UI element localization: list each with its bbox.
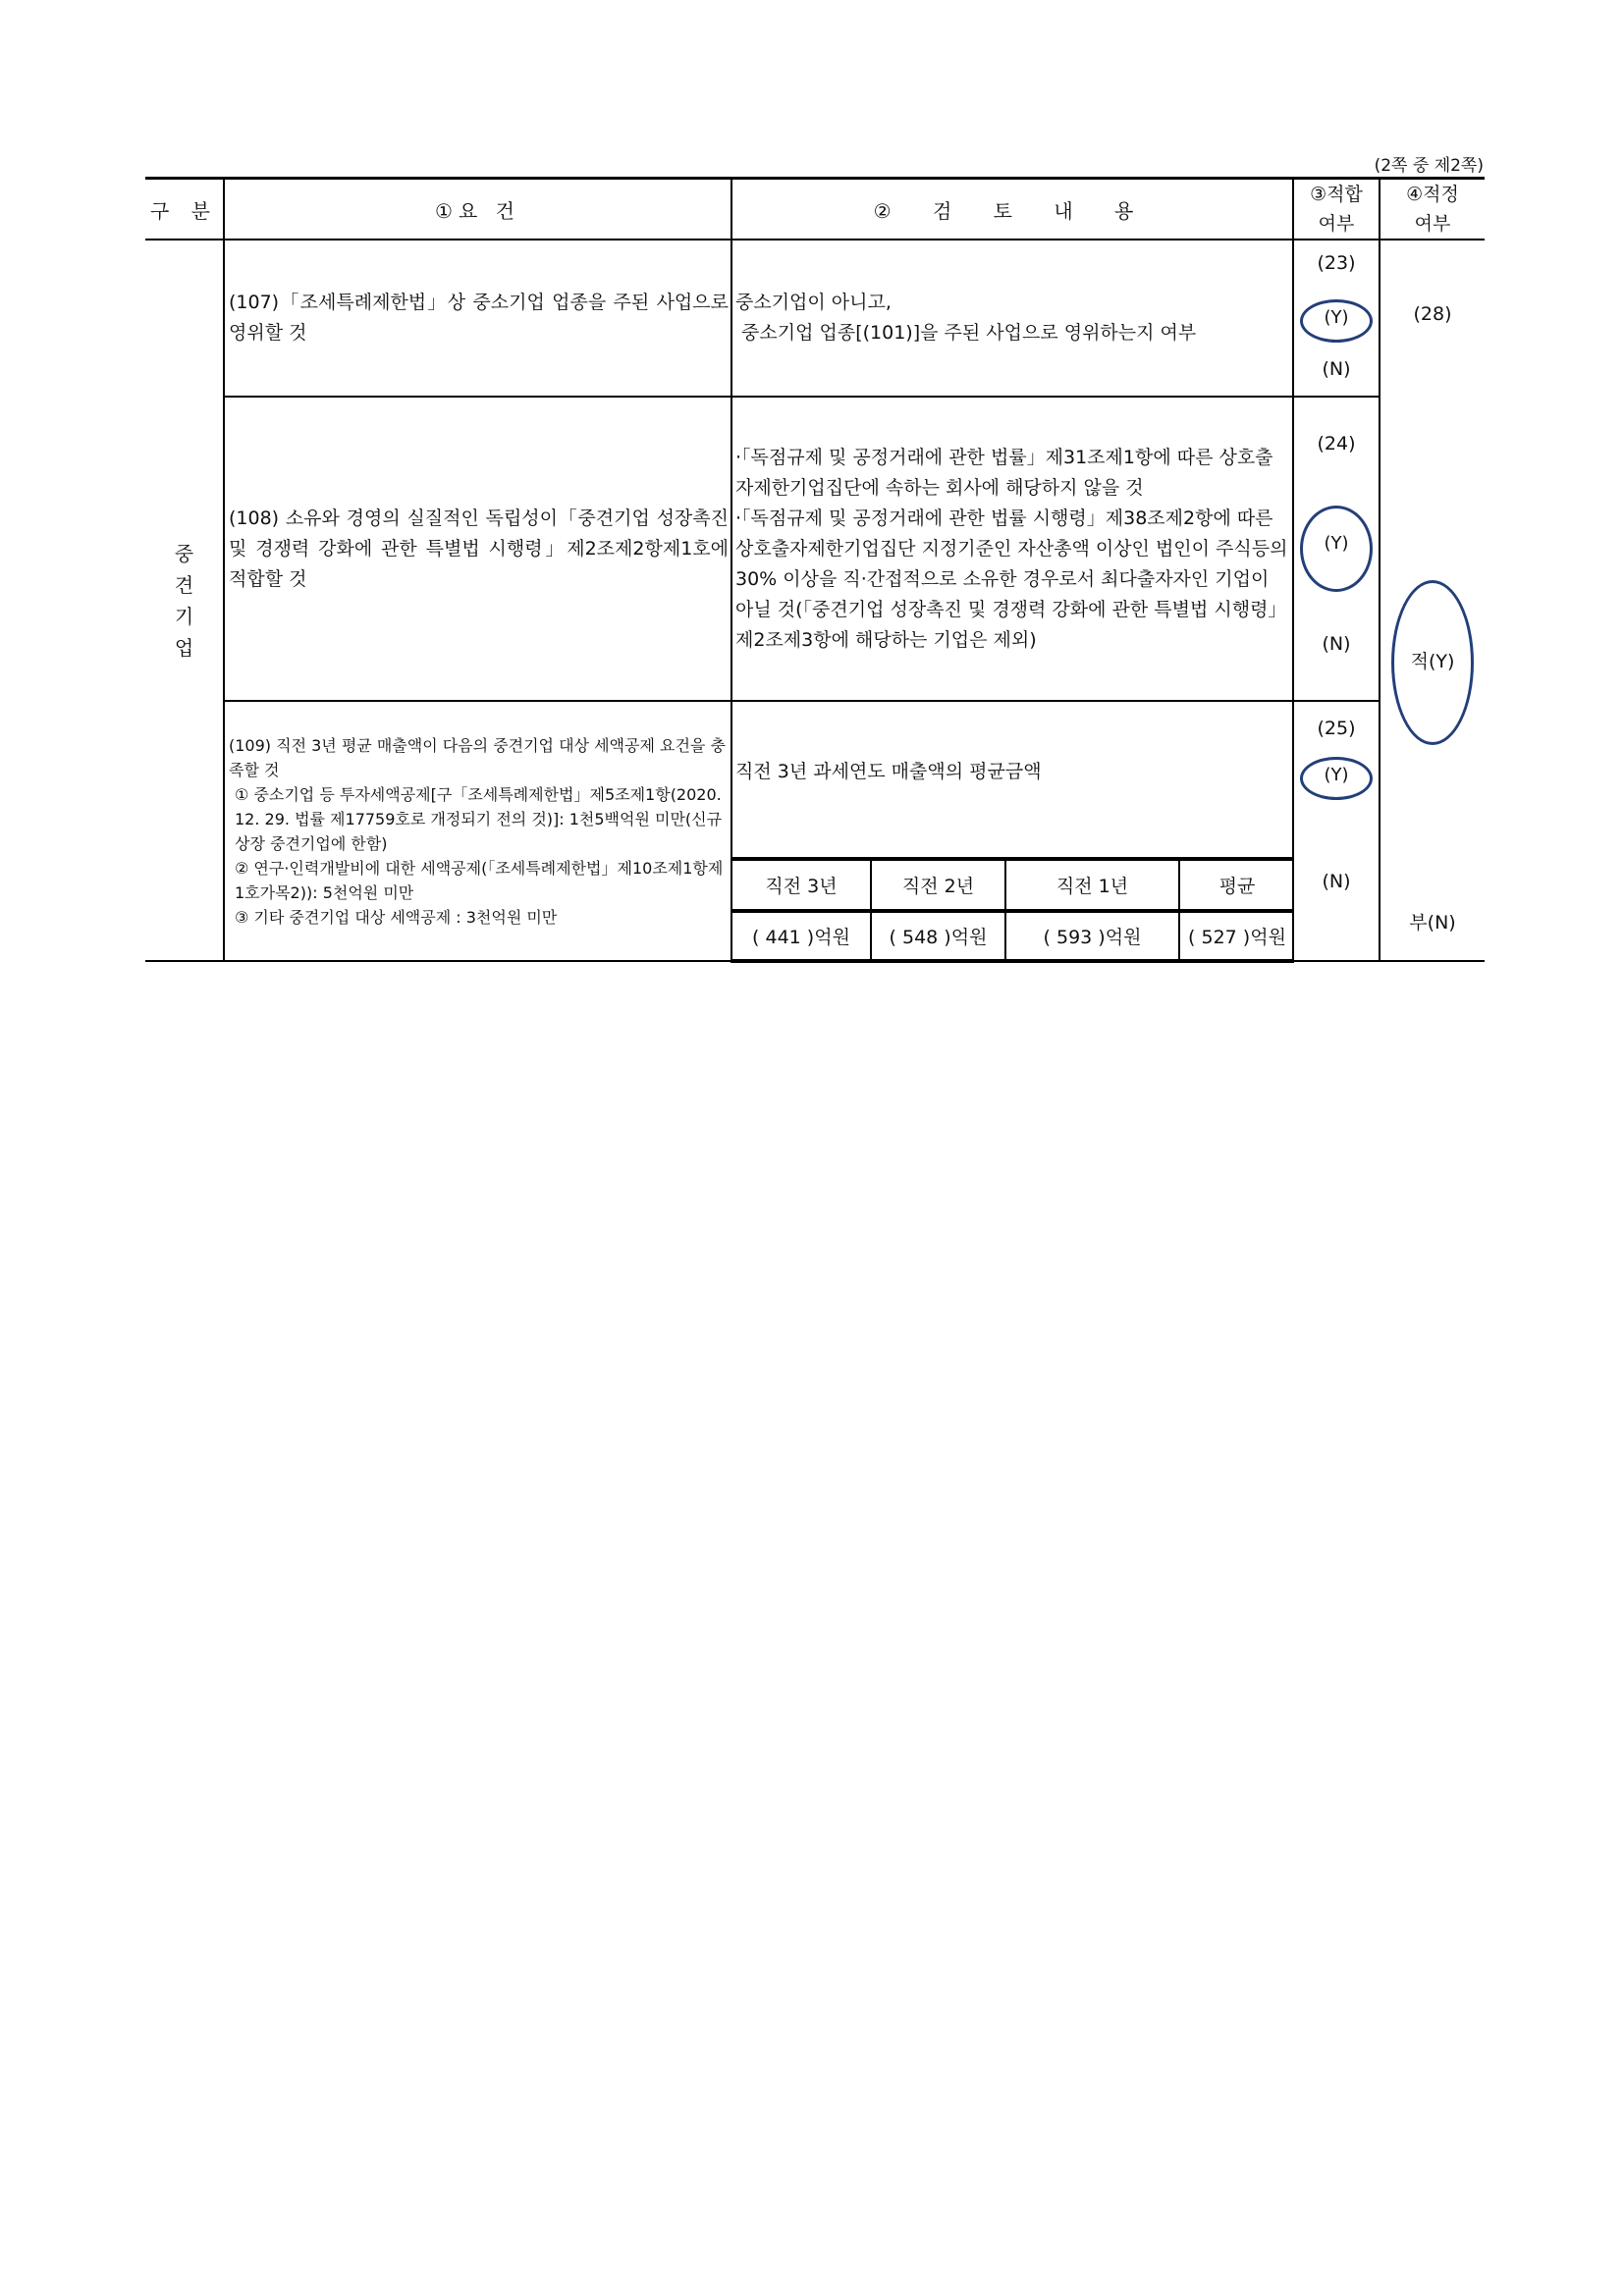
sales-table [732, 859, 1294, 959]
fit-number-108: (24) [1317, 433, 1356, 454]
sales-header-2y: 직전 2년 [871, 860, 1005, 911]
sales-value-2y[interactable]: ( 548 )억원 [871, 911, 1005, 959]
review-108 [731, 397, 1293, 701]
sales-header-row [732, 860, 1294, 911]
header-category: 구 분 [145, 179, 224, 240]
header-requirement: ①요 건 [224, 179, 731, 240]
sales-header-1y: 직전 1년 [1005, 860, 1179, 911]
review-table [145, 177, 1485, 963]
fit-no-108[interactable]: (N) [1322, 633, 1351, 655]
fit-number-107: (23) [1317, 252, 1356, 274]
header-fit [1293, 179, 1380, 240]
review-108-line2: ·「독점규제 및 공정거래에 관한 법률 시행령」제38조제2항에 따른 상호출자제한기업집단 지정기준인 자산총액 이상인 법인이 주식등의 30% 이상을 직·간접적으로 소유한 경우로서 최다출자자인 기업이 아닐 것(「중견기업 성장촉진 및 경쟁력 강화에 관한 특별법 시행령」제2조제3항에 해당하는 기업은 제외) [735, 507, 1288, 651]
requirement-109-line4: ③ 기타 중견기업 대상 세액공제 : 3천억원 미만 [235, 907, 558, 927]
fit-yes-109[interactable]: (Y) [1324, 765, 1349, 785]
sales-value-1y[interactable]: ( 593 )억원 [1005, 911, 1179, 959]
requirement-109-line2: ① 중소기업 등 투자세액공제[구「조세특례제한법」제5조제1항(2020. 12. 29. 법률 제17759호로 개정되기 전의 것)]: 1천5백억원 미만(신규상장 중견기업에 한함) [235, 784, 723, 853]
table-row-107 [145, 240, 1485, 397]
category-label: 중견기업 [174, 541, 194, 660]
review-108-line1: ·「독점규제 및 공정거래에 관한 법률」제31조제1항에 따른 상호출자제한기업집단에 속하는 회사에 해당하지 않을 것 [735, 446, 1273, 499]
final-number: (28) [1413, 303, 1452, 325]
sales-value-row [732, 911, 1294, 959]
header-review: ② 검 토 내 용 [731, 179, 1293, 240]
sales-header-avg: 평균 [1179, 860, 1294, 911]
sales-value-3y[interactable]: ( 441 )억원 [732, 911, 871, 959]
sales-header-3y: 직전 3년 [732, 860, 871, 911]
requirement-108: (108) 소유와 경영의 실질적인 독립성이「중견기업 성장촉진 및 경쟁력 강화에 관한 특별법 시행령」제2조제2항제1호에 적합할 것 [224, 397, 731, 701]
header-appropriate-line1: ④적정 [1406, 184, 1459, 205]
requirement-107: (107)「조세특례제한법」상 중소기업 업종을 주된 사업으로 영위할 것 [224, 240, 731, 397]
category-cell [145, 240, 224, 961]
sales-cell [731, 858, 1293, 961]
table-row-109 [145, 701, 1485, 858]
final-no[interactable]: 부(N) [1409, 912, 1456, 934]
table-row-108 [145, 397, 1485, 701]
fit-yes-107[interactable]: (Y) [1324, 307, 1349, 328]
sales-value-avg[interactable]: ( 527 )억원 [1179, 911, 1294, 959]
fit-cell-109 [1293, 701, 1380, 961]
review-107 [731, 240, 1293, 397]
fit-no-109[interactable]: (N) [1322, 871, 1351, 892]
requirement-109-line1: (109) 직전 3년 평균 매출액이 다음의 중견기업 대상 세액공제 요건을 충족할 것 [229, 735, 726, 779]
fit-no-107[interactable]: (N) [1322, 358, 1351, 380]
table-header-row [145, 179, 1485, 240]
header-appropriate [1380, 179, 1485, 240]
fit-yes-108[interactable]: (Y) [1324, 533, 1349, 554]
header-appropriate-line2: 여부 [1414, 213, 1451, 235]
header-fit-line2: 여부 [1318, 213, 1355, 235]
fit-number-109: (25) [1317, 718, 1356, 739]
review-107-line2: 중소기업 업종[(101)]을 주된 사업으로 영위하는지 여부 [735, 322, 1197, 344]
review-109: 직전 3년 과세연도 매출액의 평균금액 [731, 701, 1293, 858]
final-yes[interactable]: 적(Y) [1410, 651, 1455, 672]
review-107-line1: 중소기업이 아니고, [735, 292, 892, 313]
page-indicator: (2쪽 중 제2쪽) [1374, 156, 1484, 176]
fit-cell-107 [1293, 240, 1380, 397]
fit-cell-108 [1293, 397, 1380, 701]
header-fit-line1: ③적합 [1310, 184, 1363, 205]
final-cell [1380, 240, 1485, 961]
requirement-109-line3: ② 연구·인력개발비에 대한 세액공제(「조세특례제한법」제10조제1항제1호가목2)): 5천억원 미만 [235, 858, 724, 902]
requirement-109 [224, 701, 731, 961]
